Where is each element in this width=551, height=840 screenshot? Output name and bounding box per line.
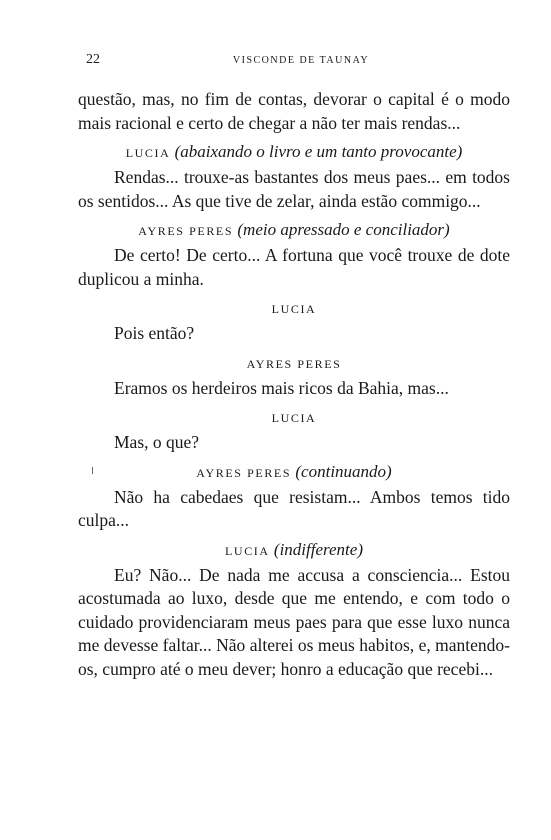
dialogue-paragraph: De certo! De certo... A fortuna que você trouxe de dote duplicou a minha. [78, 245, 510, 289]
speaker-line-lucia [78, 400, 510, 431]
print-mark [92, 467, 93, 474]
page-header [86, 52, 516, 70]
speaker-name: LUCIA [225, 543, 270, 558]
speaker-line-ayres-peres [78, 455, 510, 486]
speaker-name: AYRES PERES [246, 356, 342, 371]
dialogue-paragraph: Rendas... trouxe-as bastantes dos meus paes... em todos os sentidos... As que tive de zelar, ainda estão commigo... [78, 167, 510, 211]
speaker-line-lucia [78, 135, 510, 166]
dialogue-line: Eramos os herdeiros mais ricos da Bahia, mas... [114, 377, 449, 398]
running-head: VISCONDE DE TAUNAY [232, 55, 370, 66]
stage-direction: (indifferente) [273, 539, 363, 559]
page-number: 22 [86, 52, 100, 67]
speaker-line-lucia [78, 533, 510, 564]
speaker-name: AYRES PERES [196, 465, 292, 480]
speaker-name: LUCIA [125, 146, 171, 160]
speaker-name: AYRES PERES [138, 224, 234, 238]
speaker-line-lucia [78, 291, 510, 322]
page-body [78, 88, 510, 681]
stage-direction: (abaixando o livro e um tanto provocante) [174, 142, 463, 161]
stage-direction: (continuando) [295, 461, 392, 481]
speaker-line-ayres-peres [78, 213, 510, 244]
dialogue-paragraph: Não ha cabedaes que resistam... Ambos temos tido culpa... [78, 486, 510, 530]
dialogue-paragraph: Eu? Não... De nada me accusa a consciencia... Estou acostumada ao luxo, desde que me entendo, e com todo o cuidado providenciaram meus paes para que esse luxo nunca me devesse faltar... Não alterei os meus habitos, e, mantendo-os, cumpro até o meu dever; honro a educação que recebi... [78, 564, 510, 679]
stage-direction: (meio apressado e conciliador) [237, 220, 450, 239]
dialogue-line: Pois então? [114, 323, 195, 343]
speaker-name: LUCIA [271, 411, 317, 425]
speaker-line-ayres-peres [78, 346, 510, 377]
speaker-name: LUCIA [271, 302, 317, 316]
dialogue-line: Mas, o que? [114, 432, 200, 452]
paragraph-continuation: questão, mas, no fim de contas, devorar o capital é o modo mais racional e certo de chegar a não ter mais rendas... [78, 89, 510, 133]
